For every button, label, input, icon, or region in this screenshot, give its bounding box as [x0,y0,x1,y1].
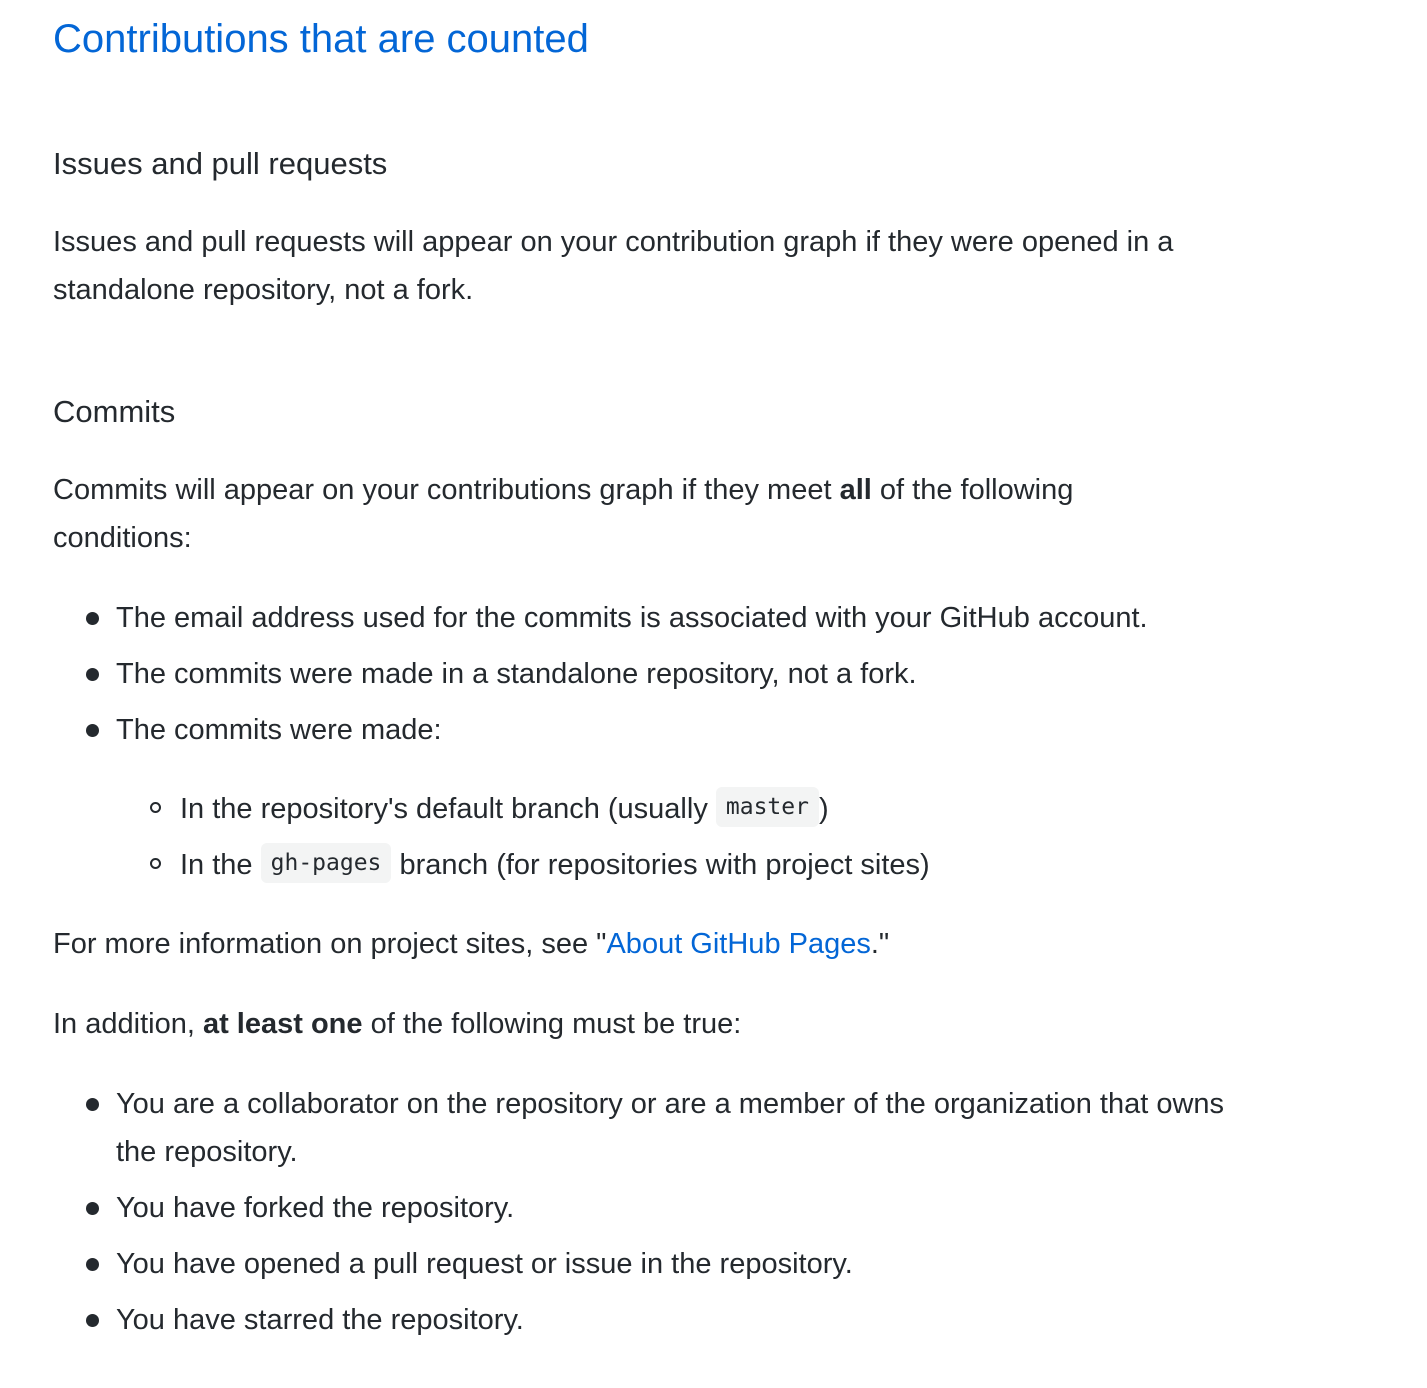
branch-pages-text: In the [180,849,261,881]
commits-intro [53,466,1373,562]
branch-default-text: In the repository's default branch (usually [180,793,716,825]
issues-paragraph-line-1: Issues and pull requests will appear on your contribution graph if they were opened in a [53,226,1174,258]
requirement-item-opened: You have opened a pull request or issue in the repository. [116,1248,853,1280]
commits-intro-bold: all [839,474,872,506]
circle-bullet-icon [150,802,161,813]
addition-bold: at least one [202,1008,363,1040]
bullet-icon [86,1202,99,1215]
gh-pages-code: gh-pages [261,843,392,883]
bullet-icon [86,1314,99,1327]
branch-item-gh-pages [180,841,930,889]
master-code: master [716,787,819,827]
requirement-collaborator-line-2: the repository. [116,1136,298,1168]
commits-intro-line-2: conditions: [53,522,192,554]
issues-heading: Issues and pull requests [53,146,388,181]
addition-text-after: of the following must be true: [362,1008,742,1040]
bullet-icon [86,1258,99,1271]
branch-item-default [180,785,829,833]
section-title-link[interactable]: Contributions that are counted [53,17,589,61]
bullet-icon [86,668,99,681]
issues-paragraph-line-2: standalone repository, not a fork. [53,274,474,306]
bullet-icon [86,724,99,737]
addition-text: In addition, [53,1008,203,1040]
circle-bullet-icon [150,858,161,869]
issues-paragraph [53,218,1373,314]
bullet-icon [86,1098,99,1111]
requirement-collaborator-line-1: You are a collaborator on the repository or are a member of the organization that owns [116,1088,1225,1120]
commits-intro-text-after: of the following [871,474,1074,506]
addition-paragraph [53,1000,1373,1048]
commits-intro-text: Commits will appear on your contributions graph if they meet [53,474,840,506]
condition-item-standalone: The commits were made in a standalone repository, not a fork. [116,658,917,690]
requirement-item-collaborator [116,1080,1224,1176]
bullet-icon [86,612,99,625]
requirement-item-starred: You have starred the repository. [116,1304,524,1336]
branch-default-close: ) [818,793,829,825]
condition-item-email: The email address used for the commits is associated with your GitHub account. [116,602,1148,634]
condition-item-made: The commits were made: [116,714,442,746]
more-info-text-after: ." [870,928,890,960]
commits-intro-line-1 [53,466,1373,514]
about-github-pages-link[interactable]: About GitHub Pages [606,928,871,960]
branch-pages-text-after: branch (for repositories with project sites) [391,849,930,881]
more-info-text: For more information on project sites, see " [53,928,607,960]
commits-heading: Commits [53,394,176,429]
requirement-item-forked: You have forked the repository. [116,1192,515,1224]
more-info-paragraph [53,920,1373,968]
